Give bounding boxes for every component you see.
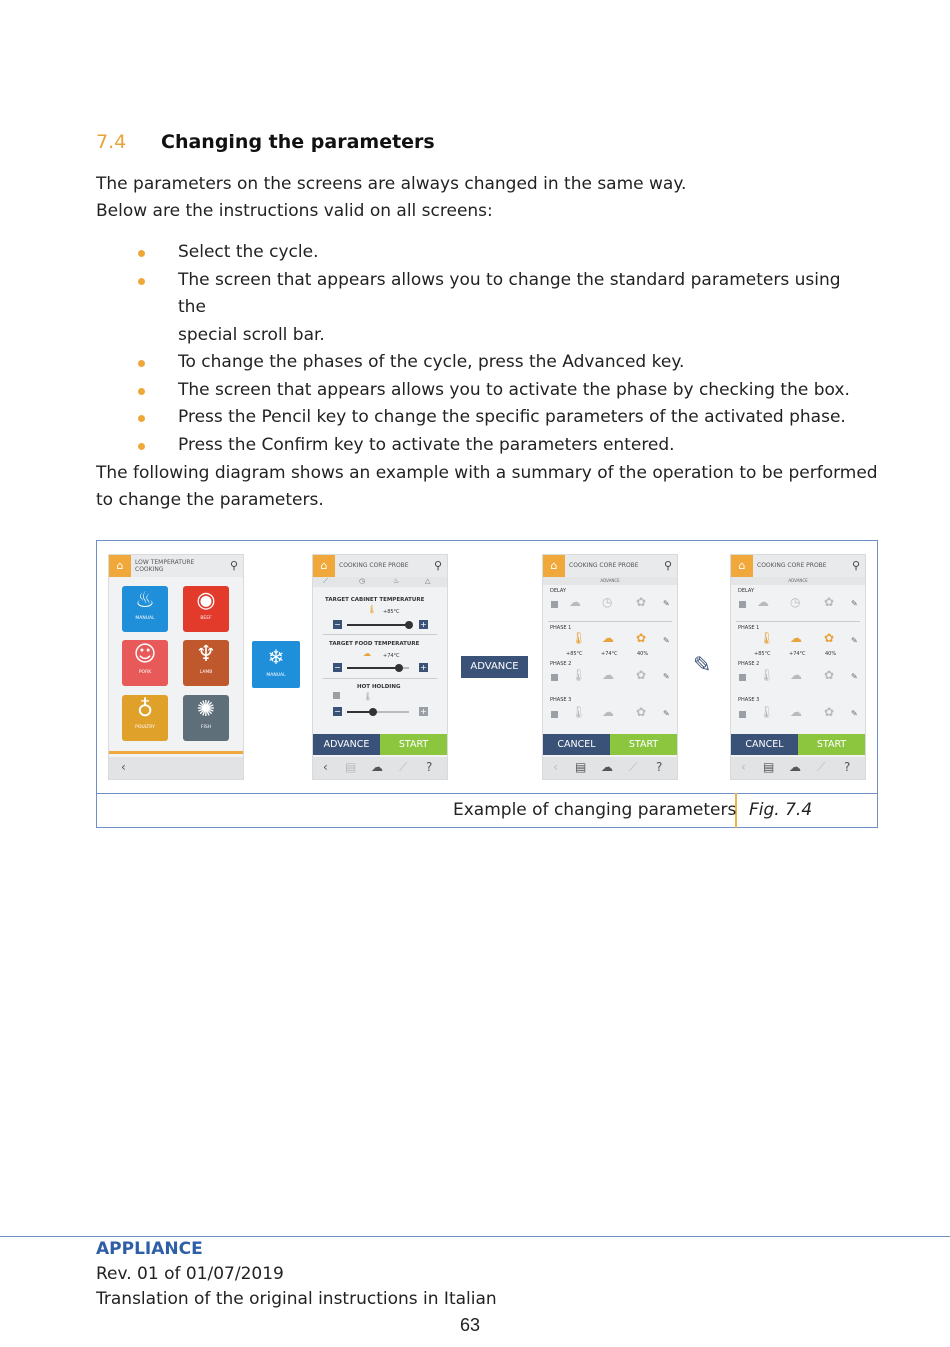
list-item xyxy=(138,267,868,322)
probe-food-icon: ☁ xyxy=(602,668,614,682)
pencil-key-icon[interactable]: ✎ xyxy=(693,653,712,678)
screen-title: COOKING CORE PROBE xyxy=(569,562,639,569)
list-item-text: special scroll bar. xyxy=(178,324,325,345)
phase2-label: PHASE 2 xyxy=(738,661,760,667)
action-bar xyxy=(543,734,677,755)
closing-line-1: The following diagram shows an example with a summary of the operation to be performed xyxy=(96,463,878,483)
section-number: 7.4 xyxy=(96,131,127,153)
footer-revision: Rev. 01 of 01/07/2019 xyxy=(96,1264,284,1284)
figure-number: Fig. 7.4 xyxy=(749,800,813,820)
probe-food-icon: ☁ xyxy=(602,705,614,719)
bullet-icon xyxy=(138,278,145,285)
advance-key[interactable]: ADVANCE xyxy=(461,656,528,678)
probe-food-icon[interactable]: ☁ xyxy=(601,760,613,774)
list-item-continuation xyxy=(138,322,868,350)
list-item-text: Select the cycle. xyxy=(178,242,319,262)
footer-brand: APPLIANCE xyxy=(96,1239,203,1259)
tab-steam-icon[interactable]: ♨ xyxy=(393,577,400,585)
figure-caption: Example of changing parameters xyxy=(453,800,737,820)
pencil-icon[interactable]: ✎ xyxy=(851,599,858,608)
fish-icon: ✺ xyxy=(196,697,216,722)
hold-slider[interactable] xyxy=(347,711,409,713)
phase2-label: PHASE 2 xyxy=(550,661,572,667)
cabinet-minus-button[interactable]: − xyxy=(334,620,341,629)
bullet-icon xyxy=(138,388,145,395)
phase3-label: PHASE 3 xyxy=(738,697,760,703)
help-icon[interactable]: ? xyxy=(426,760,433,774)
phase3-checkbox[interactable] xyxy=(739,711,746,718)
fan-icon: ✿ xyxy=(636,668,647,682)
book-icon[interactable]: ▤ xyxy=(345,760,357,774)
thermometer-icon: 🌡 xyxy=(759,668,775,682)
phase1-label: PHASE 1 xyxy=(550,625,572,631)
figure-divider xyxy=(96,793,878,794)
pencil-icon[interactable]: ✎ xyxy=(663,709,670,718)
bullet-icon xyxy=(138,415,145,422)
list-item-text: The screen that appears allows you to activate the phase by checking the box. xyxy=(178,379,850,400)
thermometer-icon: 🌡 xyxy=(367,605,378,614)
list-item-text: Press the Confirm key to activate the parameters entered. xyxy=(178,434,675,455)
tile-poultry[interactable]: ♁ POULTRY xyxy=(122,695,168,741)
delay-checkbox[interactable] xyxy=(551,601,558,608)
phase1-fan-value: 40% xyxy=(825,651,837,657)
section-title: Changing the parameters xyxy=(161,131,435,153)
list-item xyxy=(138,404,868,432)
bullet-icon xyxy=(138,443,145,450)
pencil-icon[interactable]: ✎ xyxy=(851,672,858,681)
fan-icon: ✿ xyxy=(636,705,647,719)
pencil-icon[interactable]: ✎ xyxy=(663,636,670,645)
probe-icon[interactable]: ⚲ xyxy=(229,559,238,572)
hold-plus-button[interactable]: + xyxy=(420,707,427,716)
separator xyxy=(323,634,437,635)
screen-navbar xyxy=(313,757,447,779)
bullet-icon xyxy=(138,360,145,367)
home-icon[interactable]: ⌂ xyxy=(543,555,565,577)
phase1-fan-value: 40% xyxy=(637,651,649,657)
food-value: +74°C xyxy=(383,653,400,659)
target-cabinet-label: TARGET CABINET TEMPERATURE xyxy=(325,597,425,603)
list-item xyxy=(138,239,868,267)
mode-tabs xyxy=(313,577,447,587)
phase2-checkbox[interactable] xyxy=(551,674,558,681)
fan-icon: ✿ xyxy=(824,631,835,645)
fan-icon: ✿ xyxy=(824,668,835,682)
manual-icon: ♨ xyxy=(135,588,155,613)
manual-tile-label: MANUAL xyxy=(266,673,286,678)
pencil-icon[interactable]: ✎ xyxy=(663,599,670,608)
cabinet-value: +85°C xyxy=(383,609,400,615)
probe-food-icon: ☁ xyxy=(790,631,802,645)
advance-subtitle: ADVANCE xyxy=(731,577,865,585)
probe-food-icon: ☁ xyxy=(363,649,371,658)
probe-food-icon: ☁ xyxy=(757,595,769,609)
intro-line-1: The parameters on the screens are always changed in the same way. xyxy=(96,174,687,194)
screen-title: COOKING CORE PROBE xyxy=(757,562,827,569)
book-icon[interactable]: ▤ xyxy=(763,760,775,774)
delay-label: DELAY xyxy=(550,588,566,594)
fan-icon: ✿ xyxy=(636,631,647,645)
tile-manual[interactable]: ♨ MANUAL xyxy=(122,586,168,632)
lamb-icon: ♆ xyxy=(196,642,216,667)
tab-probe-icon[interactable]: ⟋ xyxy=(323,577,328,585)
list-item-text: The screen that appears allows you to change the standard parameters using the xyxy=(178,269,841,317)
list-item xyxy=(138,432,868,460)
hot-holding-label: HOT HOLDING xyxy=(357,684,401,690)
probe-icon[interactable]: ⚲ xyxy=(433,559,442,572)
bullet-icon xyxy=(138,250,145,257)
chart-icon[interactable]: ⟋ xyxy=(629,760,638,774)
fan-icon: ✿ xyxy=(636,595,647,609)
home-icon[interactable]: ⌂ xyxy=(109,555,131,577)
book-icon[interactable]: ▤ xyxy=(575,760,587,774)
probe-icon[interactable]: ⚲ xyxy=(663,559,672,572)
tile-pork[interactable]: ☺ PORK xyxy=(122,640,168,686)
probe-food-icon: ☁ xyxy=(602,631,614,645)
screen-header xyxy=(313,555,447,577)
screen-navbar xyxy=(109,757,243,779)
thermometer-icon: 🌡 xyxy=(571,631,587,645)
page-number: 63 xyxy=(460,1315,481,1335)
poultry-icon: ♁ xyxy=(136,697,154,722)
back-icon[interactable]: ‹ xyxy=(741,760,746,774)
target-food-label: TARGET FOOD TEMPERATURE xyxy=(329,641,420,647)
cabinet-slider[interactable] xyxy=(347,624,409,626)
phase1-food-value: +74°C xyxy=(789,651,806,657)
footer-rule xyxy=(0,1236,950,1237)
tab-clock-icon[interactable]: ◷ xyxy=(359,577,366,585)
list-item-text: To change the phases of the cycle, press the Advanced key. xyxy=(178,352,685,372)
back-icon[interactable]: ‹ xyxy=(553,760,558,774)
snowflake-icon: ❄ xyxy=(267,645,285,669)
pencil-icon[interactable]: ✎ xyxy=(663,672,670,681)
hold-minus-button[interactable]: − xyxy=(334,707,341,716)
thermometer-icon: 🌡 xyxy=(571,668,587,682)
help-icon[interactable]: ? xyxy=(656,760,663,774)
screen-core-probe-parameters xyxy=(313,555,447,779)
manual-tile-selected[interactable] xyxy=(252,641,300,688)
action-bar xyxy=(313,734,447,755)
phase3-label: PHASE 3 xyxy=(550,697,572,703)
probe-food-icon[interactable]: ☁ xyxy=(789,760,801,774)
pencil-icon[interactable]: ✎ xyxy=(851,709,858,718)
help-icon[interactable]: ? xyxy=(844,760,851,774)
clock-icon: ◷ xyxy=(790,595,801,609)
screen-navbar xyxy=(731,757,865,779)
start-button[interactable]: START xyxy=(798,734,865,755)
back-icon[interactable]: ‹ xyxy=(323,760,328,774)
screen-low-temp-cooking xyxy=(109,555,243,779)
back-icon[interactable]: ‹ xyxy=(121,760,126,774)
clock-icon: ◷ xyxy=(602,595,613,609)
screen-header xyxy=(109,555,243,577)
tile-lamb[interactable]: ♆ LAMB xyxy=(183,640,229,686)
list-item xyxy=(138,349,868,377)
start-button[interactable]: START xyxy=(380,734,447,755)
list-item-text: Press the Pencil key to change the specific parameters of the activated phase. xyxy=(178,407,846,427)
cancel-button[interactable]: CANCEL xyxy=(543,734,610,755)
separator xyxy=(736,621,860,622)
home-icon[interactable]: ⌂ xyxy=(313,555,335,577)
screen-header xyxy=(543,555,677,577)
advance-button[interactable]: ADVANCE xyxy=(313,734,380,755)
screen-header xyxy=(731,555,865,577)
home-icon[interactable]: ⌂ xyxy=(731,555,753,577)
tab-delta-icon[interactable]: △ xyxy=(425,577,431,585)
instruction-list xyxy=(138,239,868,459)
cancel-button[interactable]: CANCEL xyxy=(731,734,798,755)
pork-icon: ☺ xyxy=(133,642,157,667)
pencil-icon[interactable]: ✎ xyxy=(851,636,858,645)
delay-label: DELAY xyxy=(738,588,754,594)
start-button[interactable]: START xyxy=(610,734,677,755)
probe-food-icon: ☁ xyxy=(569,595,581,609)
cabinet-plus-button[interactable]: + xyxy=(420,620,427,629)
probe-food-icon[interactable]: ☁ xyxy=(371,760,383,774)
screen-advance-phases-edited xyxy=(731,555,865,779)
thermometer-icon: 🌡 xyxy=(571,705,587,719)
phase1-food-value: +74°C xyxy=(601,651,618,657)
action-bar xyxy=(731,734,865,755)
tile-fish[interactable]: ✺ FISH xyxy=(183,695,229,741)
food-plus-button[interactable]: + xyxy=(420,663,427,672)
tile-beef[interactable]: ◉ BEEF xyxy=(183,586,229,632)
fan-icon: ✿ xyxy=(824,705,835,719)
chart-icon[interactable]: ⟋ xyxy=(399,760,408,774)
thermometer-icon: 🌡 xyxy=(759,705,775,719)
phase3-checkbox[interactable] xyxy=(551,711,558,718)
screen-title: COOKING CORE PROBE xyxy=(339,562,409,569)
phase1-cabinet-value: +85°C xyxy=(754,651,771,657)
food-minus-button[interactable]: − xyxy=(334,663,341,672)
intro-line-2: Below are the instructions valid on all screens: xyxy=(96,201,493,221)
thermometer-icon: 🌡 xyxy=(363,692,374,701)
hot-holding-checkbox[interactable] xyxy=(333,692,340,699)
separator xyxy=(548,621,672,622)
phase1-label: PHASE 1 xyxy=(738,625,760,631)
footer-translation: Translation of the original instructions in Italian xyxy=(96,1289,497,1309)
chart-icon[interactable]: ⟋ xyxy=(817,760,826,774)
phase1-cabinet-value: +85°C xyxy=(566,651,583,657)
beef-icon: ◉ xyxy=(196,588,216,613)
thermometer-icon: 🌡 xyxy=(759,631,775,645)
phase2-checkbox[interactable] xyxy=(739,674,746,681)
probe-icon[interactable]: ⚲ xyxy=(851,559,860,572)
food-slider[interactable] xyxy=(347,667,409,669)
screen-navbar xyxy=(543,757,677,779)
probe-food-icon: ☁ xyxy=(790,668,802,682)
fan-icon: ✿ xyxy=(824,595,835,609)
delay-checkbox[interactable] xyxy=(739,601,746,608)
screen-title: LOW TEMPERATURE COOKING xyxy=(135,559,195,573)
closing-line-2: to change the parameters. xyxy=(96,490,324,510)
list-item xyxy=(138,377,868,405)
separator xyxy=(323,678,437,679)
advance-subtitle: ADVANCE xyxy=(543,577,677,585)
screen-advance-phases xyxy=(543,555,677,779)
probe-food-icon: ☁ xyxy=(790,705,802,719)
accent-bar xyxy=(109,751,243,754)
